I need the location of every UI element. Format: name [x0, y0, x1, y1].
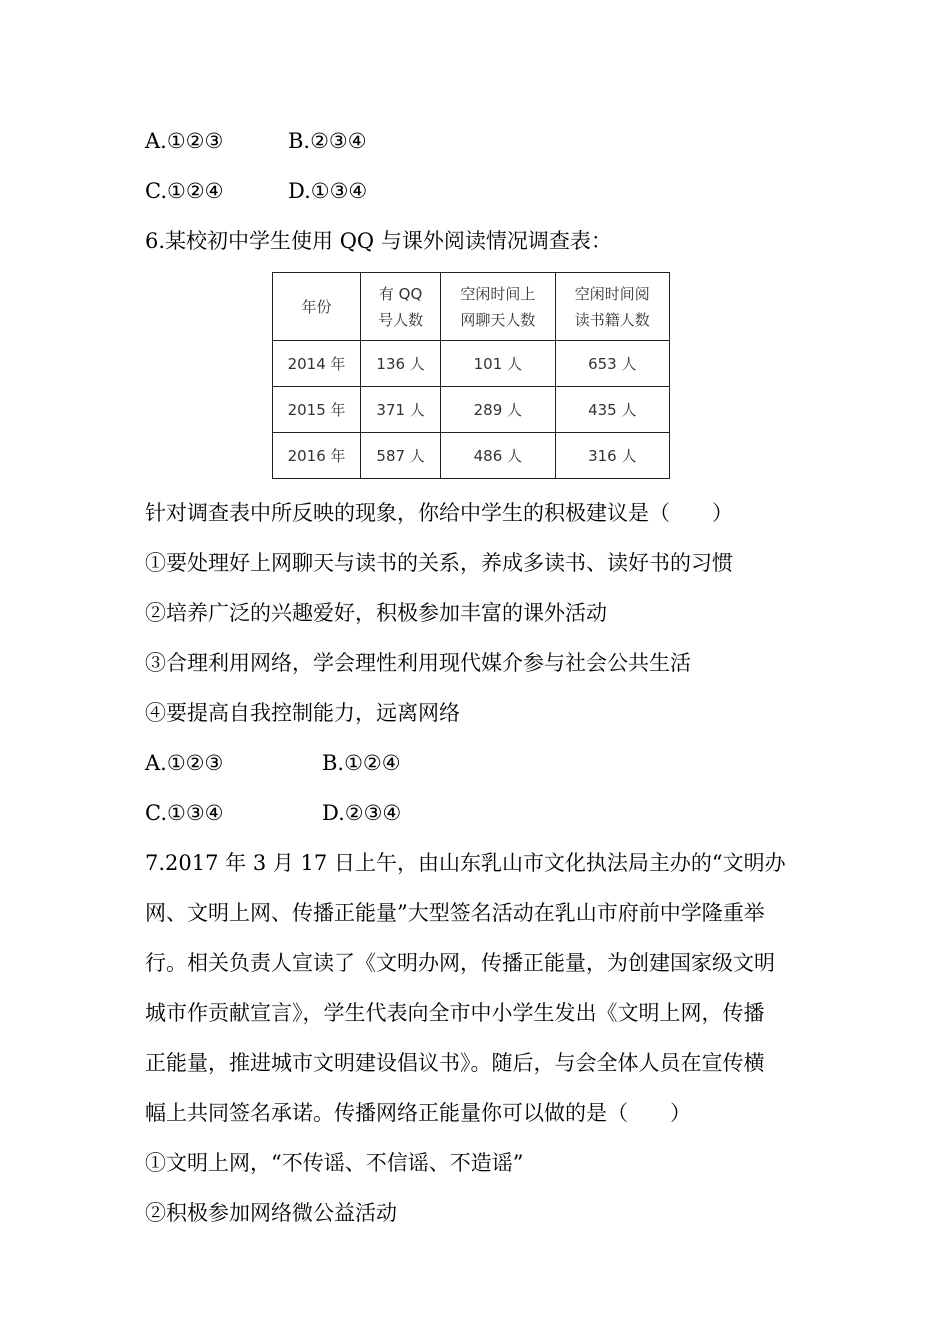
table-cell: 316 人	[555, 433, 669, 479]
table-cell: 486 人	[441, 433, 555, 479]
q5-option-b: B.②③④	[288, 129, 367, 153]
q7-line-2: 网、文明上网、传播正能量”大型签名活动在乳山市府前中学隆重举	[145, 901, 765, 925]
survey-table	[272, 272, 670, 479]
q6-statement-2: ②培养广泛的兴趣爱好，积极参加丰富的课外活动	[145, 601, 607, 625]
q7-line-5: 正能量，推进城市文明建设倡议书》。随后，与会全体人员在宣传横	[145, 1051, 765, 1075]
table-cell: 101 人	[441, 341, 555, 387]
table-cell: 371 人	[361, 387, 441, 433]
q5-option-a: A.①②③	[145, 129, 224, 153]
table-row	[273, 341, 670, 387]
table-cell: 2015 年	[273, 387, 361, 433]
table-cell: 136 人	[361, 341, 441, 387]
q5-option-c: C.①②④	[145, 179, 224, 203]
table-header-year: 年份	[273, 273, 361, 341]
table-cell: 435 人	[555, 387, 669, 433]
table-cell: 2014 年	[273, 341, 361, 387]
table-header-row	[273, 273, 670, 341]
table-cell: 587 人	[361, 433, 441, 479]
table-header-qq: 有 QQ 号人数	[361, 273, 441, 341]
q7-line-3: 行。相关负责人宣读了《文明办网，传播正能量，为创建国家级文明	[145, 951, 775, 975]
table-cell: 2016 年	[273, 433, 361, 479]
table-row	[273, 387, 670, 433]
q7-statement-1: ①文明上网，“不传谣、不信谣、不造谣”	[145, 1151, 524, 1175]
table-cell: 653 人	[555, 341, 669, 387]
q6-stem: 6.某校初中学生使用 QQ 与课外阅读情况调查表：	[145, 229, 612, 253]
q6-statement-4: ④要提高自我控制能力，远离网络	[145, 701, 460, 725]
q6-option-b: B.①②④	[322, 751, 401, 775]
q6-option-c: C.①③④	[145, 801, 224, 825]
table-cell: 289 人	[441, 387, 555, 433]
table-header-reading: 空闲时间阅读书籍人数	[555, 273, 669, 341]
q6-option-a: A.①②③	[145, 751, 224, 775]
q7-statement-2: ②积极参加网络微公益活动	[145, 1201, 397, 1225]
table-header-chat: 空闲时间上网聊天人数	[441, 273, 555, 341]
q5-option-d: D.①③④	[288, 179, 368, 203]
table-row	[273, 433, 670, 479]
q6-statement-1: ①要处理好上网聊天与读书的关系，养成多读书、读好书的习惯	[145, 551, 733, 575]
q6-question: 针对调查表中所反映的现象，你给中学生的积极建议是（ ）	[145, 501, 733, 525]
q6-option-d: D.②③④	[322, 801, 402, 825]
q7-line-6: 幅上共同签名承诺。传播网络正能量你可以做的是（ ）	[145, 1101, 691, 1125]
q6-statement-3: ③合理利用网络，学会理性利用现代媒介参与社会公共生活	[145, 651, 691, 675]
q7-line-4: 城市作贡献宣言》，学生代表向全市中小学生发出《文明上网，传播	[145, 1001, 765, 1025]
q7-line-1: 7.2017 年 3 月 17 日上午，由山东乳山市文化执法局主办的“文明办	[145, 851, 786, 875]
